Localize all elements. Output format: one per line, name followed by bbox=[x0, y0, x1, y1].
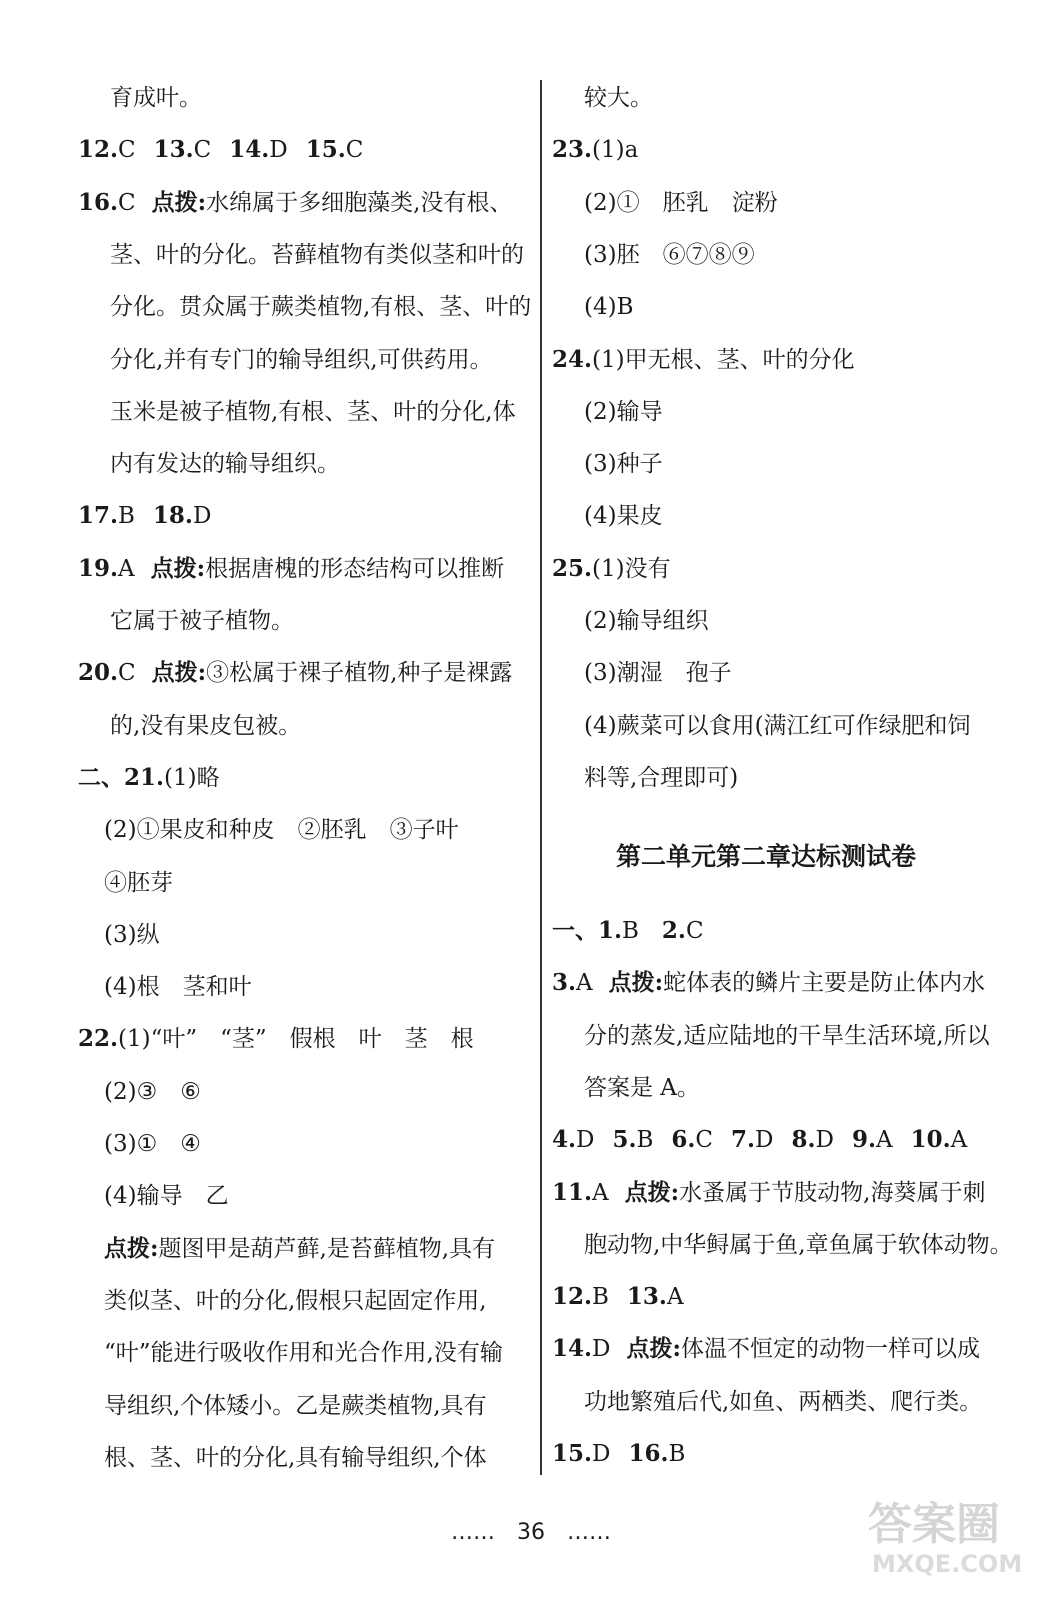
question-number: 6. bbox=[671, 1126, 696, 1154]
line-text: (2)①果皮和种皮 ②胚乳 ③子叶 bbox=[104, 817, 459, 844]
line-text: (2)① 胚乳 淀粉 bbox=[584, 189, 778, 216]
answer: A bbox=[118, 555, 135, 582]
text-line bbox=[110, 606, 294, 636]
line-text: 根据唐槐的形态结构可以推断 bbox=[205, 555, 505, 582]
hint-label: 点拨: bbox=[151, 188, 207, 216]
question-number: 10. bbox=[910, 1126, 951, 1154]
text-line bbox=[552, 135, 638, 165]
text-line bbox=[584, 1073, 700, 1103]
line-text: 分的蒸发,适应陆地的干旱生活环境,所以 bbox=[584, 1022, 990, 1049]
answer: B bbox=[622, 918, 662, 944]
text-line bbox=[552, 1439, 685, 1469]
question-number: 20. bbox=[78, 659, 119, 687]
line-text: 水蚤属于节肢动物,海葵属于刺 bbox=[679, 1179, 986, 1206]
answer: A bbox=[592, 1179, 609, 1206]
line-text: 水绵属于多细胞藻类,没有根、 bbox=[206, 189, 513, 216]
answer: C bbox=[695, 1127, 714, 1154]
text-line bbox=[584, 292, 633, 322]
line-text: 胞动物,中华鲟属于鱼,章鱼属于软体动物。 bbox=[584, 1231, 1013, 1258]
text-line bbox=[584, 83, 653, 113]
question-number: 8. bbox=[791, 1126, 816, 1154]
line-text: 答案是 A。 bbox=[584, 1074, 700, 1101]
text-line bbox=[584, 397, 663, 427]
text-line bbox=[104, 972, 252, 1002]
line-text: (3)种子 bbox=[584, 451, 663, 478]
question-number: 18. bbox=[152, 502, 193, 530]
question-number: 1. bbox=[598, 917, 623, 944]
text-line bbox=[584, 606, 709, 636]
text-line bbox=[584, 711, 971, 741]
line-text: 茎、叶的分化。苔藓植物有类似茎和叶的 bbox=[110, 241, 524, 268]
line-text: 内有发达的输导组织。 bbox=[110, 451, 340, 478]
answer: D bbox=[269, 137, 288, 164]
text-line bbox=[584, 1021, 990, 1051]
line-text: 玉米是被子植物,有根、茎、叶的分化,体 bbox=[110, 398, 516, 425]
section-heading: 第二单元第二章达标测试卷 bbox=[616, 842, 917, 871]
text-line bbox=[552, 1334, 980, 1364]
answer: B bbox=[118, 503, 135, 530]
text-line bbox=[78, 1024, 474, 1054]
text-line bbox=[552, 916, 704, 946]
text-line bbox=[552, 1178, 985, 1208]
question-number: 15. bbox=[552, 1440, 593, 1467]
hint-label: 点拨: bbox=[150, 554, 206, 582]
question-number: 9. bbox=[851, 1126, 876, 1154]
answer: B bbox=[592, 1284, 609, 1311]
question-number: 25. bbox=[552, 554, 593, 582]
question-number: 11. bbox=[552, 1178, 593, 1206]
line-text: (1)甲无根、茎、叶的分化 bbox=[592, 346, 855, 373]
answer: A bbox=[875, 1127, 893, 1154]
text-line bbox=[552, 345, 855, 375]
watermark-logo bbox=[868, 1488, 1048, 1592]
line-text: 分化,并有专门的输导组织,可供药用。 bbox=[110, 346, 493, 373]
text-line bbox=[110, 711, 301, 741]
text-line bbox=[110, 449, 340, 479]
question-number: 3. bbox=[552, 969, 577, 997]
text-line bbox=[104, 868, 173, 898]
answer: D bbox=[755, 1127, 774, 1154]
question-number: 16. bbox=[78, 188, 119, 216]
text-line bbox=[104, 1391, 487, 1421]
line-text: 它属于被子植物。 bbox=[110, 608, 294, 634]
text-line bbox=[110, 345, 493, 375]
text-line bbox=[104, 815, 459, 845]
hint-label: 点拨: bbox=[151, 659, 207, 687]
question-number: 22. bbox=[78, 1025, 119, 1053]
line-text: (1)“叶” “茎” 假根 叶 茎 根 bbox=[118, 1026, 474, 1053]
question-number: 24. bbox=[552, 345, 593, 373]
text-line bbox=[552, 554, 671, 584]
answer: C bbox=[193, 137, 212, 164]
text-line bbox=[78, 501, 211, 531]
line-text: “叶”能进行吸收作用和光合作用,没有输 bbox=[104, 1340, 503, 1367]
line-text: 导组织,个体矮小。乙是蕨类植物,具有 bbox=[104, 1392, 487, 1419]
question-number: 4. bbox=[552, 1126, 577, 1154]
line-text: 较大。 bbox=[584, 85, 653, 111]
answer: C bbox=[118, 660, 136, 687]
text-line bbox=[584, 501, 663, 531]
answer: D bbox=[192, 503, 212, 530]
text-line bbox=[584, 188, 778, 218]
line-text: (2)输导 bbox=[584, 398, 663, 425]
hint-label: 点拨: bbox=[626, 1335, 681, 1363]
line-text: 蛇体表的鳞片主要是防止体内水 bbox=[663, 970, 986, 997]
watermark-url: MXQE.COM bbox=[872, 1550, 1023, 1578]
text-line bbox=[78, 135, 363, 165]
text-line bbox=[78, 658, 512, 688]
answer: A bbox=[950, 1127, 968, 1154]
line-text: (2)③ ⑥ bbox=[104, 1078, 201, 1105]
text-line bbox=[552, 1125, 967, 1155]
answer: C bbox=[118, 137, 136, 164]
text-line bbox=[110, 240, 524, 270]
question-number: 12. bbox=[552, 1283, 593, 1311]
section-prefix: 二、 bbox=[78, 763, 124, 791]
text-line bbox=[104, 1286, 487, 1316]
line-text: (3)潮湿 孢子 bbox=[584, 660, 732, 687]
text-line bbox=[78, 554, 504, 584]
line-text: (2)输导组织 bbox=[584, 608, 709, 634]
text-line bbox=[104, 1181, 229, 1211]
line-text: 功地繁殖后代,如鱼、两栖类、爬行类。 bbox=[584, 1388, 983, 1415]
answer: A bbox=[576, 970, 593, 997]
text-line bbox=[584, 240, 755, 270]
text-line bbox=[552, 968, 985, 998]
answer: D bbox=[576, 1127, 595, 1154]
answer: C bbox=[118, 189, 136, 216]
line-text: (1)没有 bbox=[592, 555, 671, 582]
answer: D bbox=[592, 1441, 611, 1467]
hint-label: 点拨: bbox=[608, 969, 664, 997]
line-text: (4)蕨菜可以食用(满江红可作绿肥和饲 bbox=[584, 712, 971, 739]
answer: C bbox=[345, 137, 364, 164]
line-text: (4)果皮 bbox=[584, 503, 663, 530]
hint-label: 点拨: bbox=[104, 1234, 159, 1262]
answer: (1)略 bbox=[164, 764, 220, 791]
line-text: (4)B bbox=[584, 294, 634, 321]
hint-label: 点拨: bbox=[624, 1178, 680, 1206]
question-number: 12. bbox=[78, 136, 119, 164]
question-number: 7. bbox=[731, 1126, 756, 1154]
text-line bbox=[584, 763, 738, 793]
text-line bbox=[104, 1443, 487, 1473]
line-text: ④胚芽 bbox=[104, 869, 173, 896]
column-divider bbox=[540, 80, 542, 1475]
text-line bbox=[552, 1282, 684, 1312]
question-number: 14. bbox=[552, 1335, 593, 1363]
text-line bbox=[104, 1234, 495, 1264]
line-text: 分化。贯众属于蕨类植物,有根、茎、叶的 bbox=[110, 294, 532, 321]
line-text: (3)① ④ bbox=[104, 1131, 201, 1157]
text-line bbox=[584, 1387, 982, 1417]
text-line bbox=[104, 1077, 201, 1107]
question-number: 21. bbox=[124, 763, 165, 791]
line-text: (1)a bbox=[592, 137, 639, 164]
text-line bbox=[110, 397, 516, 427]
line-text: 根、茎、叶的分化,具有输导组织,个体 bbox=[104, 1444, 487, 1471]
text-line bbox=[584, 1230, 1013, 1260]
line-text: 题图甲是葫芦藓,是苔藓植物,具有 bbox=[158, 1235, 496, 1262]
text-line bbox=[104, 1338, 503, 1368]
text-line bbox=[78, 188, 512, 218]
text-line bbox=[110, 83, 202, 113]
question-number: 15. bbox=[305, 136, 346, 164]
text-line bbox=[584, 449, 663, 479]
text-line bbox=[78, 763, 220, 793]
question-number: 2. bbox=[661, 917, 686, 944]
line-text: 料等,合理即可) bbox=[584, 764, 739, 791]
line-text: (3)纵 bbox=[104, 921, 160, 948]
answer: D bbox=[815, 1127, 834, 1154]
question-number: 23. bbox=[552, 136, 593, 164]
question-number: 5. bbox=[612, 1126, 637, 1154]
text-line bbox=[104, 920, 160, 950]
text-line bbox=[104, 1129, 201, 1159]
page-number: …… 36 …… bbox=[451, 1520, 611, 1545]
line-text: 类似茎、叶的分化,假根只起固定作用, bbox=[104, 1287, 487, 1314]
answer: C bbox=[685, 918, 704, 944]
line-text: (3)胚 ⑥⑦⑧⑨ bbox=[584, 241, 755, 268]
line-text: (4)输导 乙 bbox=[104, 1183, 229, 1210]
answer: D bbox=[592, 1336, 611, 1363]
watermark-text: 答案圈 bbox=[868, 1499, 1000, 1550]
question-number: 13. bbox=[626, 1283, 667, 1311]
question-number: 14. bbox=[229, 136, 270, 164]
line-text: 育成叶。 bbox=[110, 85, 202, 111]
question-number: 19. bbox=[78, 554, 119, 582]
question-number: 13. bbox=[153, 136, 194, 164]
answer: B bbox=[636, 1127, 654, 1154]
answer: B bbox=[668, 1441, 686, 1467]
line-text: 体温不恒定的动物一样可以成 bbox=[680, 1336, 980, 1363]
question-number: 16. bbox=[628, 1440, 669, 1467]
answer: A bbox=[666, 1284, 684, 1311]
line-text: 的,没有果皮包被。 bbox=[110, 712, 302, 739]
section-prefix: 一、 bbox=[552, 917, 598, 944]
text-line bbox=[110, 292, 531, 322]
text-line bbox=[584, 658, 732, 688]
question-number: 17. bbox=[78, 502, 119, 530]
line-text: (4)根 茎和叶 bbox=[104, 974, 252, 1001]
line-text: ③松属于裸子植物,种子是裸露 bbox=[206, 660, 513, 687]
